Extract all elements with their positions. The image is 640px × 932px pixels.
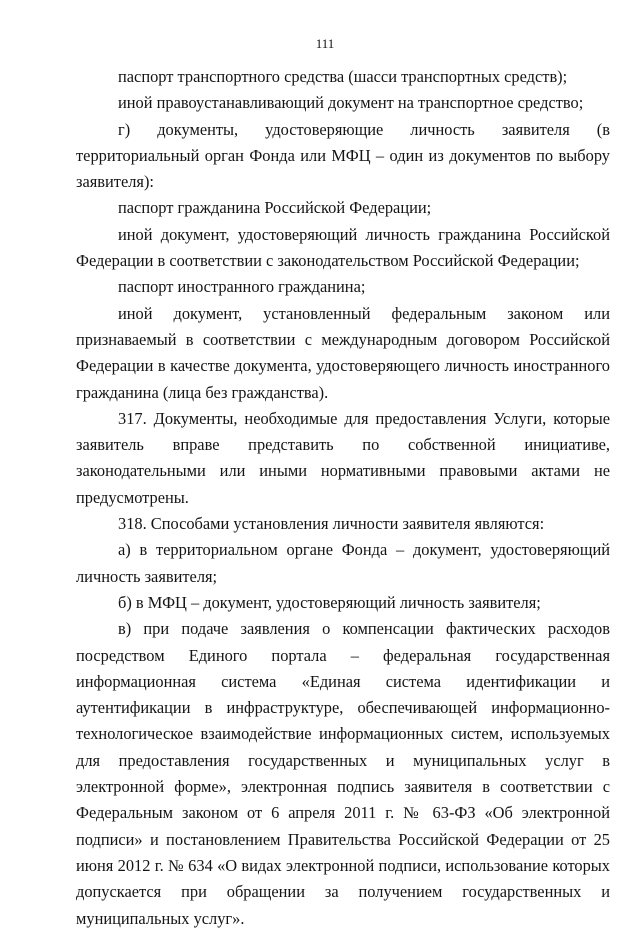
paragraph-other-russian-id: иной документ, удостоверяющий личность гражданина Российской Федерации в соответствии с законодательством Российской Федерации; xyxy=(76,224,610,271)
paragraph-318-b: б) в МФЦ – документ, удостоверяющий личность заявителя; xyxy=(118,592,541,612)
paragraph-318-v: в) при подаче заявления о компенсации фактических расходов посредством Единого портала – федеральная государственная информационная система «Единая система идентификации и аутентификации в инфраструктуре, обеспечивающей информационно-технологическое взаимодействие информационных систем, используемых для предоставления государственных и муниципальных услуг в электронной форме», электронная подпись заявителя в соответствии с Федеральным законом от 6 апреля 2011 г. № 63-ФЗ «Об электронной подписи» и постановлением Правительства Российской Федерации от 25 июня 2012 г. № 634 «О видах электронной подписи, использование которых допускается при обращении за получением государственных и муниципальных услуг». xyxy=(76,619,610,928)
paragraph-identity-documents: г) документы, удостоверяющие личность заявителя (в территориальный орган Фонда или МФЦ – один из документов по выбору заявителя): xyxy=(76,119,610,192)
paragraph-318: 318. Способами установления личности заявителя являются: xyxy=(118,514,545,534)
paragraph-318-a: а) в территориальном органе Фонда – документ, удостоверяющий личность заявителя; xyxy=(76,540,610,586)
paragraph-foreign-passport: паспорт иностранного гражданина; xyxy=(118,277,366,297)
page-number: 111 xyxy=(315,36,335,51)
paragraph-russian-passport: паспорт гражданина Российской Федерации; xyxy=(118,198,432,218)
paragraph-other-foreign-id: иной документ, установленный федеральным законом или признаваемый в соответствии с международным договором Российской Федерации в качестве документа, удостоверяющего личность иностранного гражданина (лица без гражданства). xyxy=(76,303,610,402)
paragraph-other-title-document: иной правоустанавливающий документ на транспортное средство; xyxy=(118,93,584,113)
paragraph-vehicle-passport: паспорт транспортного средства (шасси транспортных средств); xyxy=(118,67,568,86)
paragraph-317: 317. Документы, необходимые для предоставления Услуги, которые заявитель вправе представить по собственной инициативе, законодательными или иными нормативными правовыми актами не предусмотрены. xyxy=(76,408,610,507)
